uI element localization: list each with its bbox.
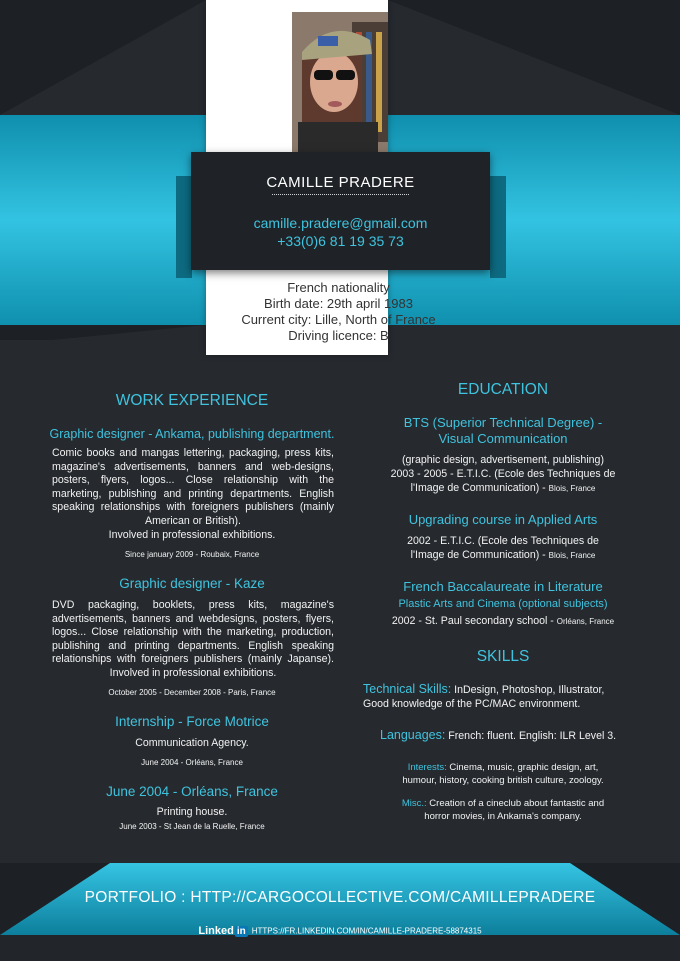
degree-school: 2002 - St. Paul secondary school - [391,615,554,627]
degree-detail: 2003 - 2005 - E.T.I.C. (Ecole des Techniques de [390,468,616,480]
job-date: June 2003 - St Jean de la Ruelle, France [119,822,265,831]
email-link[interactable]: camille.pradere@gmail.com [253,215,428,231]
linkedin-in-icon: in [236,925,246,937]
technical-skills [363,683,663,711]
degree-place: Orléans, France [556,617,615,626]
work-experience-title: WORK EXPERIENCE [115,392,269,409]
interests [353,761,653,787]
education-title: EDUCATION [457,381,549,398]
degree-school: l'Image de Communication) - [410,549,546,561]
linkedin-row [0,925,680,937]
degree-title: BTS (Superior Technical Degree) - [403,415,603,430]
degree-detail: (graphic design, advertisement, publishing) [402,454,604,466]
job-description: Communication Agency. [135,737,249,749]
interests-list: Cinema, music, graphic design, art, [446,762,599,773]
job-description: Printing house. [156,806,228,818]
misc-more: horror movies, in Ankama's company. [424,811,582,822]
misc [353,797,653,823]
job-title: Graphic designer - Kaze [119,576,265,591]
interests-more: humour, history, cooking british culture, zoology. [402,775,604,786]
technical-skills-more: Good knowledge of the PC/MAC environment. [363,697,581,710]
degree-place: Blois, France [548,551,596,560]
degree-title: French Baccalaureate in Literature [403,579,603,594]
nationality: French nationality [287,280,390,295]
languages-list: French: fluent. English: ILR Level 3. [445,730,617,742]
driving-licence: Driving licence: B [288,328,389,343]
birth-date: Birth date: 29th april 1983 [264,296,413,311]
job-title: Graphic designer - Ankama, publishing department. [49,427,335,441]
degree-detail [353,615,653,629]
misc-label: Misc.: [401,798,427,809]
degree-place: Blois, France [548,484,596,493]
job-extra: Involved in professional exhibitions. [108,529,276,541]
phone-number: +33(0)6 81 19 35 73 [277,233,404,249]
languages-label: Languages: [380,728,446,742]
degree-detail [353,482,653,496]
degree-title: Upgrading course in Applied Arts [408,512,598,527]
degree-detail: 2002 - E.T.I.C. (Ecole des Techniques de [407,535,599,547]
job-date: Since january 2009 - Roubaix, France [124,550,260,559]
profile-photo [292,12,388,152]
job-date: June 2004 - Orléans, France [141,758,243,767]
name-box [191,152,490,270]
job-title: June 2004 - Orléans, France [106,784,278,799]
degree-subtitle: Plastic Arts and Cinema (optional subjects) [398,598,608,610]
job-title: Internship - Force Motrice [115,714,269,729]
portfolio-link[interactable]: PORTFOLIO : HTTP://CARGOCOLLECTIVE.COM/CAMILLEPRADERE [84,889,596,906]
job-date: October 2005 - December 2008 - Paris, France [108,688,276,697]
portrait-image [292,12,388,152]
degree-title: Visual Communication [438,431,568,446]
misc-text: Creation of a cineclub about fantastic and [426,798,605,809]
job-description: DVD packaging, booklets, press kits, magazine's advertisements, banners and webdesigns, posters, flyers, logos... Close relationship with the marketing, production, publishing and printing departments. English speaking relationships with foreigners publishers (mainly Japanse). Involved in professional exhibitions. [52,599,334,679]
technical-skills-list: InDesign, Photoshop, Illustrator, [451,684,605,696]
linkedin-link[interactable]: HTTPS://FR.LINKEDIN.COM/IN/CAMILLE-PRADERE-58874315 [251,926,482,936]
job-description: Comic books and mangas lettering, packaging, press kits, magazine's advertisements, banners and web-designs, posters, flyers, logos... Close relationship with the marketing, publishing and printing departments. English speaking relationships with foreigners publishers (mainly American or British). [52,447,334,527]
technical-skills-label: Technical Skills: [363,682,452,696]
candidate-name: CAMILLE PRADERE [266,174,415,191]
degree-school: l'Image de Communication) - [410,482,546,494]
linkedin-logo: Linked [198,925,234,937]
degree-detail [353,549,653,563]
personal-info [206,280,471,344]
name-underline [272,194,409,195]
current-city: Current city: Lille, North of France [241,312,436,327]
languages [380,729,680,744]
skills-title: SKILLS [476,648,530,665]
interests-label: Interests: [407,762,447,773]
